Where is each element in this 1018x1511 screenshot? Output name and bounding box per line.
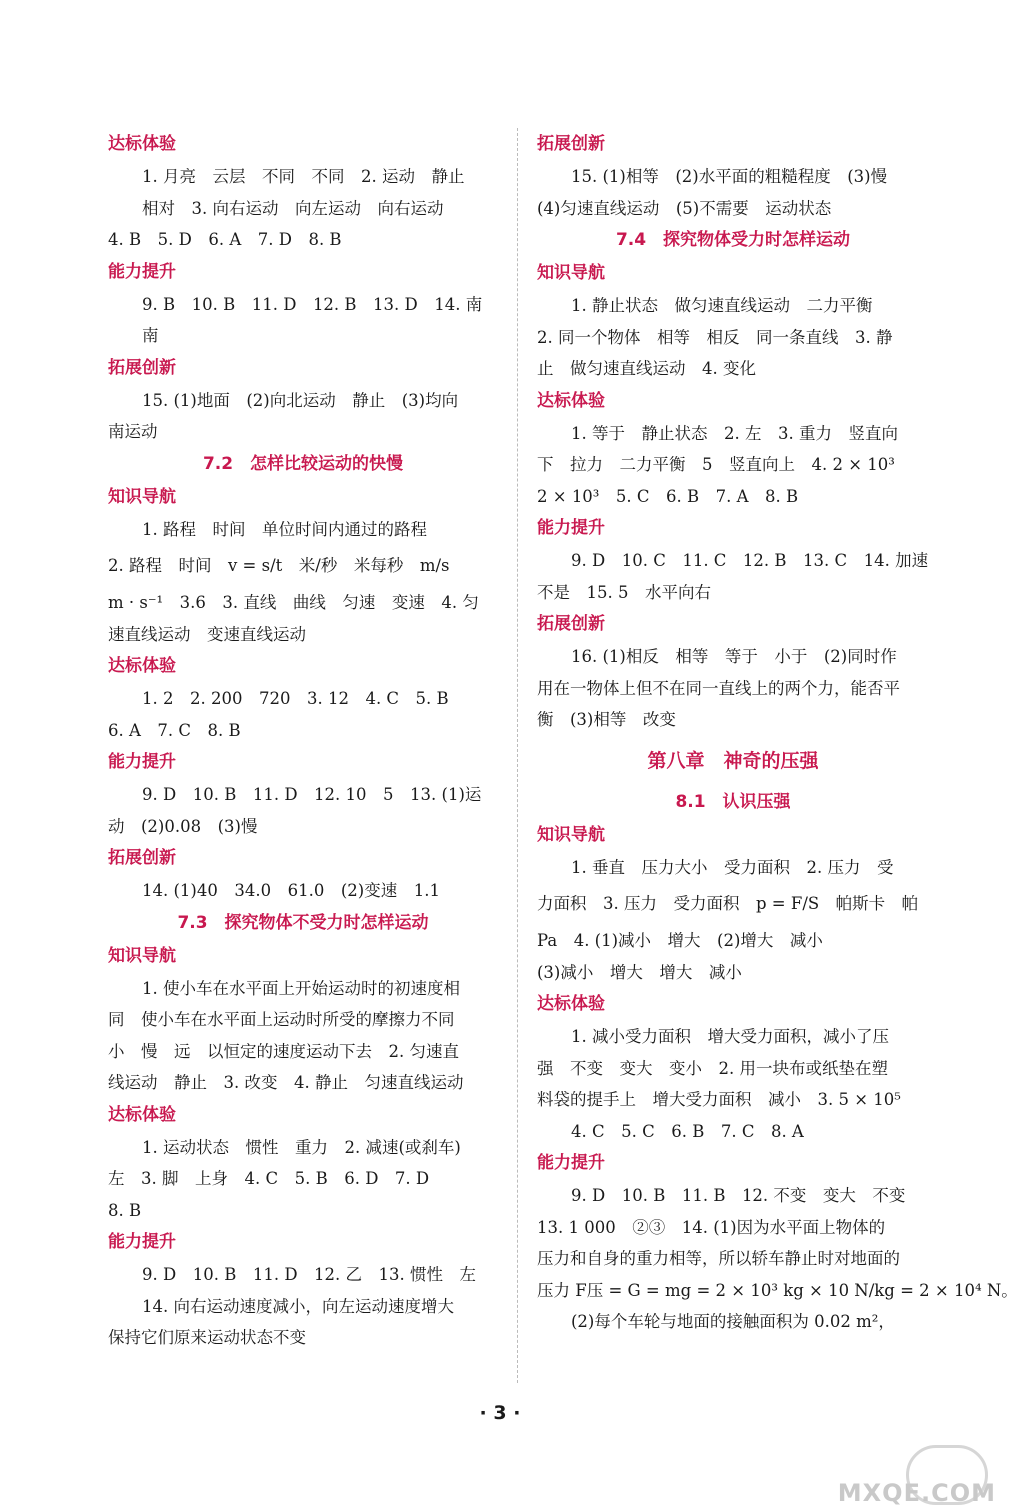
- answer-line: (4)匀速直线运动 (5)不需要 运动状态: [537, 198, 832, 218]
- answer-line: 15. (1)地面 (2)向北运动 静止 (3)均向: [142, 390, 459, 410]
- answer-line: 1. 减小受力面积 增大受力面积，减小了压: [571, 1027, 889, 1046]
- answer-line: 16. (1)相反 相等 等于 小于 (2)同时作: [571, 647, 897, 666]
- answer-line: 力面积 3. 压力 受力面积 p = F/S 帕斯卡 帕: [537, 894, 919, 913]
- answer-line: 不是 15. 5 水平向右: [537, 582, 711, 602]
- answer-line: 1. 路程 时间 单位时间内通过的路程: [142, 519, 427, 539]
- subsection-heading: 知识导航: [108, 486, 176, 507]
- answer-line: 9. D 10. C 11. C 12. B 13. C 14. 加速: [571, 551, 929, 570]
- watermark-text: MXQE.COM: [837, 1479, 996, 1507]
- answer-line: 料袋的提手上 增大受力面积 减小 3. 5 × 10⁵: [537, 1090, 901, 1109]
- answer-line: 2. 同一个物体 相等 相反 同一条直线 3. 静: [537, 327, 893, 347]
- answer-line: m · s⁻¹ 3.6 3. 直线 曲线 匀速 变速 4. 匀: [108, 593, 479, 612]
- answer-line: 2 × 10³ 5. C 6. B 7. A 8. B: [537, 486, 799, 506]
- subsection-heading: 知识导航: [537, 263, 605, 283]
- column-divider: [517, 128, 518, 1383]
- subsection-heading: 达标体验: [108, 1104, 176, 1125]
- answer-line: 13. 1 000 ②③ 14. (1)因为水平面上物体的: [537, 1217, 886, 1237]
- answer-line: 压力和自身的重力相等，所以轿车静止时对地面的: [537, 1249, 900, 1268]
- answer-line: 压力 F压 = G = mg = 2 × 10³ kg × 10 N/kg = 2 × 10⁴ N。: [537, 1280, 1018, 1300]
- answer-line: 1. 等于 静止状态 2. 左 3. 重力 竖直向: [571, 423, 898, 443]
- answer-line: 15. (1)相等 (2)水平面的粗糙程度 (3)慢: [571, 167, 888, 186]
- answer-line: 左 3. 脚 上身 4. C 5. B 6. D 7. D: [108, 1169, 430, 1188]
- subsection-heading: 能力提升: [108, 261, 176, 282]
- chapter-title: 第八章 神奇的压强: [647, 749, 819, 772]
- subsection-heading: 能力提升: [537, 1153, 605, 1173]
- section-title: 7.2 怎样比较运动的快慢: [202, 453, 404, 474]
- answer-line: 相对 3. 向右运动 向左运动 向右运动: [142, 198, 444, 218]
- answer-line: Pa 4. (1)减小 增大 (2)增大 减小: [537, 931, 823, 950]
- answer-line: 6. A 7. C 8. B: [108, 720, 241, 740]
- subsection-heading: 达标体验: [537, 994, 605, 1014]
- answer-line: 1. 静止状态 做匀速直线运动 二力平衡: [571, 296, 873, 315]
- answer-line: 9. B 10. B 11. D 12. B 13. D 14. 南: [142, 294, 483, 314]
- answer-line: 1. 运动状态 惯性 重力 2. 减速(或刹车): [142, 1137, 461, 1157]
- answer-line: 2. 路程 时间 v = s/t 米/秒 米每秒 m/s: [108, 556, 450, 575]
- subsection-heading: 知识导航: [537, 824, 605, 845]
- answer-line: 1. 使小车在水平面上开始运动时的初速度相: [142, 978, 460, 998]
- answer-line: 南: [142, 326, 159, 345]
- subsection-heading: 能力提升: [537, 518, 605, 538]
- answer-line: 9. D 10. B 11. B 12. 不变 变大 不变: [571, 1186, 906, 1205]
- answer-line: 4. B 5. D 6. A 7. D 8. B: [108, 230, 342, 249]
- subsection-heading: 拓展创新: [537, 134, 605, 154]
- answer-line: 1. 垂直 压力大小 受力面积 2. 压力 受: [571, 857, 894, 877]
- subsection-heading: 达标体验: [537, 390, 605, 411]
- section-title: 8.1 认识压强: [675, 791, 791, 812]
- answer-line: 8. B: [108, 1200, 142, 1220]
- answer-line: 下 拉力 二力平衡 5 竖直向上 4. 2 × 10³: [537, 455, 895, 474]
- answer-line: 用在一物体上但不在同一直线上的两个力，能否平: [537, 678, 900, 698]
- answer-line: (3)减小 增大 增大 减小: [537, 962, 742, 982]
- answer-line: 强 不变 变大 变小 2. 用一块布或纸垫在塑: [537, 1058, 888, 1078]
- answer-line: 9. D 10. B 11. D 12. 10 5 13. (1)运: [142, 785, 482, 804]
- answer-line: 小 慢 远 以恒定的速度运动下去 2. 匀速直: [108, 1041, 459, 1061]
- subsection-heading: 知识导航: [108, 945, 176, 966]
- subsection-heading: 达标体验: [108, 656, 176, 676]
- section-title: 7.3 探究物体不受力时怎样运动: [177, 912, 429, 933]
- answer-line: 衡 (3)相等 改变: [537, 710, 676, 729]
- right-column: [537, 128, 1018, 1338]
- watermark-logo: [836, 1445, 996, 1507]
- answer-line: 速直线运动 变速直线运动: [108, 624, 306, 644]
- answer-line: 动 (2)0.08 (3)慢: [108, 816, 258, 836]
- subsection-heading: 拓展创新: [108, 357, 176, 378]
- subsection-heading: 达标体验: [108, 134, 176, 154]
- answer-line: 同 使小车在水平面上运动时所受的摩擦力不同: [108, 1010, 455, 1029]
- page-number: · 3 ·: [479, 1402, 521, 1424]
- answer-line: 4. C 5. C 6. B 7. C 8. A: [571, 1121, 804, 1141]
- answer-line: 14. (1)40 34.0 61.0 (2)变速 1.1: [142, 881, 440, 900]
- subsection-heading: 拓展创新: [537, 614, 605, 634]
- answer-line: 9. D 10. B 11. D 12. 乙 13. 惯性 左: [142, 1265, 477, 1284]
- left-column: [108, 128, 498, 1354]
- answer-line: 南运动: [108, 422, 158, 441]
- subsection-heading: 能力提升: [108, 752, 176, 772]
- subsection-heading: 能力提升: [108, 1232, 176, 1252]
- answer-line: (2)每个车轮与地面的接触面积为 0.02 m²，: [571, 1312, 895, 1331]
- answer-line: 1. 2 2. 200 720 3. 12 4. C 5. B: [142, 689, 449, 708]
- answer-line: 线运动 静止 3. 改变 4. 静止 匀速直线运动: [108, 1073, 464, 1092]
- answer-line: 止 做匀速直线运动 4. 变化: [537, 359, 756, 378]
- section-title: 7.4 探究物体受力时怎样运动: [615, 230, 851, 250]
- subsection-heading: 拓展创新: [108, 848, 176, 868]
- answer-line: 14. 向右运动速度减小，向左运动速度增大: [142, 1296, 454, 1316]
- answer-line: 1. 月亮 云层 不同 不同 2. 运动 静止: [142, 167, 465, 186]
- answer-line: 保持它们原来运动状态不变: [108, 1328, 306, 1347]
